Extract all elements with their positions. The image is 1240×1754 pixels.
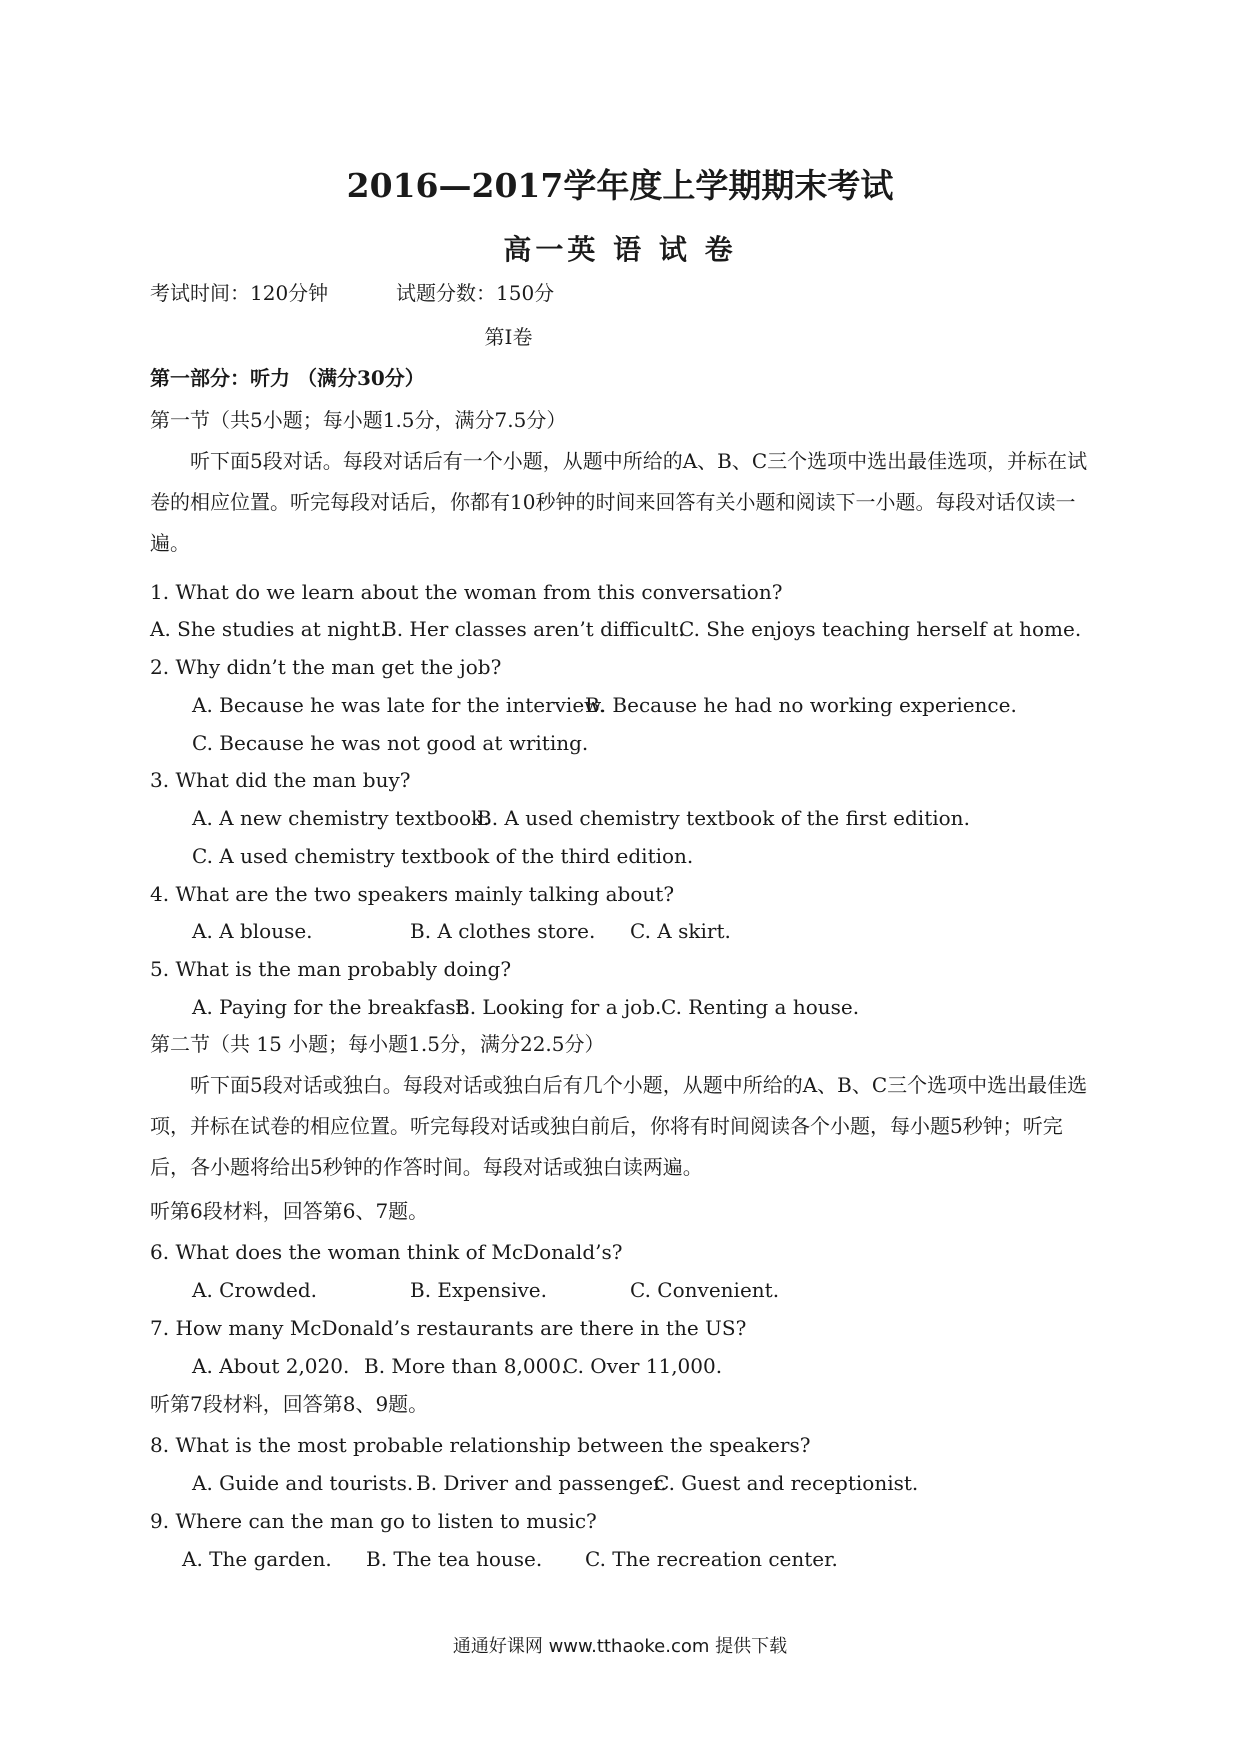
q9-option-c: C. The recreation center. bbox=[585, 1547, 838, 1571]
exam-title: 2016—2017学年度上学期期末考试 bbox=[346, 166, 894, 205]
q2-option-c: C. Because he was not good at writing. bbox=[192, 731, 589, 755]
question-8: 8. What is the most probable relationship between the speakers? bbox=[150, 1433, 811, 1457]
exam-subtitle: 高一英 语 试 卷 bbox=[503, 233, 737, 266]
q7-option-c: C. Over 11,000. bbox=[563, 1354, 723, 1378]
question-7: 7. How many McDonald’s restaurants are there in the US? bbox=[150, 1316, 747, 1340]
q6-option-a: A. Crowded. bbox=[192, 1278, 317, 1302]
volume-label: 第I卷 bbox=[484, 325, 533, 349]
q2-option-b: B. Because he had no working experience. bbox=[585, 693, 1017, 717]
question-6: 6. What does the woman think of McDonald’s? bbox=[150, 1240, 623, 1264]
question-3: 3. What did the man buy? bbox=[150, 768, 411, 792]
q6-option-b: B. Expensive. bbox=[410, 1278, 547, 1302]
q3-option-c: C. A used chemistry textbook of the third edition. bbox=[192, 844, 694, 868]
q6-option-c: C. Convenient. bbox=[630, 1278, 780, 1302]
page-footer: 通通好课网 www.tthaoke.com 提供下载 bbox=[452, 1636, 788, 1657]
exam-score: 试题分数：150分 bbox=[396, 281, 555, 305]
section1-instructions: 听下面5段对话。每段对话后有一个小题，从题中所给的A、B、C三个选项中选出最佳选项，并标在试卷的相应位置。听完每段对话后，你都有10秒钟的时间来回答有关小题和阅读下一小题。每段对话仅读一遍。 bbox=[150, 449, 1088, 555]
q4-option-a: A. A blouse. bbox=[192, 919, 313, 943]
exam-time: 考试时间：120分钟 bbox=[150, 281, 329, 305]
q3-option-b: B. A used chemistry textbook of the first edition. bbox=[477, 806, 970, 830]
q1-option-a: A. She studies at night. bbox=[150, 617, 387, 641]
q7-option-a: A. About 2,020. bbox=[192, 1354, 350, 1378]
q4-option-b: B. A clothes store. bbox=[410, 919, 596, 943]
q8-option-a: A. Guide and tourists. bbox=[192, 1471, 414, 1495]
section2-heading: 第二节（共 15 小题；每小题1.5分，满分22.5分） bbox=[150, 1032, 605, 1056]
q5-option-b: B. Looking for a job. bbox=[455, 995, 662, 1019]
material-7-note: 听第7段材料，回答第8、9题。 bbox=[150, 1392, 429, 1416]
q9-option-a: A. The garden. bbox=[182, 1547, 332, 1571]
q9-option-b: B. The tea house. bbox=[366, 1547, 543, 1571]
section1-heading: 第一节（共5小题；每小题1.5分，满分7.5分） bbox=[150, 408, 567, 432]
q1-option-c: C. She enjoys teaching herself at home. bbox=[679, 617, 1082, 641]
q3-option-a: A. A new chemistry textbook. bbox=[192, 806, 490, 830]
question-2: 2. Why didn’t the man get the job? bbox=[150, 655, 502, 679]
question-5: 5. What is the man probably doing? bbox=[150, 957, 512, 981]
q5-option-c: C. Renting a house. bbox=[661, 995, 860, 1019]
material-6-note: 听第6段材料，回答第6、7题。 bbox=[150, 1199, 429, 1223]
q8-option-b: B. Driver and passenger. bbox=[416, 1471, 667, 1495]
q4-option-c: C. A skirt. bbox=[630, 919, 731, 943]
part1-heading: 第一部分：听力 （满分30分） bbox=[150, 366, 425, 390]
question-9: 9. Where can the man go to listen to music? bbox=[150, 1509, 597, 1533]
question-1: 1. What do we learn about the woman from this conversation? bbox=[150, 580, 783, 604]
q2-option-a: A. Because he was late for the interview. bbox=[192, 693, 606, 717]
q5-option-a: A. Paying for the breakfast. bbox=[192, 995, 471, 1019]
question-4: 4. What are the two speakers mainly talking about? bbox=[150, 882, 675, 906]
q7-option-b: B. More than 8,000. bbox=[364, 1354, 568, 1378]
section2-instructions: 听下面5段对话或独白。每段对话或独白后有几个小题，从题中所给的A、B、C三个选项中选出最佳选项，并标在试卷的相应位置。听完每段对话或独白前后，你将有时间阅读各个小题，每小题5秒钟；听完后，各小题将给出5秒钟的作答时间。每段对话或独白读两遍。 bbox=[150, 1073, 1088, 1179]
q8-option-c: C. Guest and receptionist. bbox=[654, 1471, 919, 1495]
q1-option-b: B. Her classes aren’t difficult. bbox=[382, 617, 685, 641]
